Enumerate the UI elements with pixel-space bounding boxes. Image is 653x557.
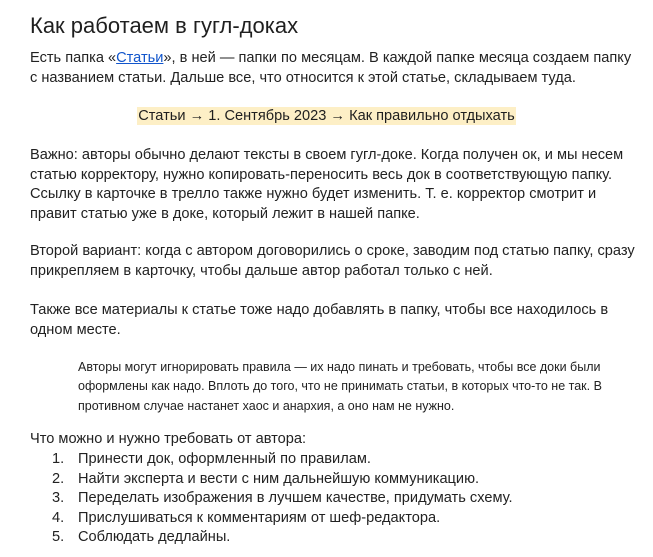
list-item-number: 2. (52, 470, 65, 487)
important-paragraph: Важно: авторы обычно делают тексты в своем гугл-доке. Когда получен ок, и мы несем статью корректору, нужно копировать-переносить весь док в соответствующую папку. Ссылку в карточке в трелло также нужно будет изменить. Т. е. корректор смотрит и правит статью уже в доке, который лежит в нашей папке. (30, 147, 624, 222)
list-item (30, 450, 513, 470)
page-title: Как работаем в гугл-доках (30, 13, 299, 38)
list-item-text: Соблюдать дедлайны. (78, 529, 231, 545)
list-item-text: Принести док, оформленный по правилам. (78, 451, 371, 467)
list-item-number: 4. (52, 509, 65, 526)
list-item-text: Прислушиваться к комментариям от шеф-редактора. (78, 509, 441, 526)
highlighted-path: Статьи → 1. Сентябрь 2023 → Как правильно отдыхать (138, 108, 515, 124)
list-item-number: 5. (52, 529, 65, 545)
intro-paragraph (30, 49, 635, 88)
rules-quote: Авторы могут игнорировать правила — их надо пинать и требовать, чтобы все доки были оформлены как надо. Вплоть до того, что не принимать статьи, в которых что-то не так. В противном случае настанет хаос и анархия, а оно нам не нужно. (78, 360, 602, 413)
list-item-number: 3. (52, 490, 65, 506)
list-item (30, 528, 513, 548)
requirements-list (30, 450, 513, 548)
materials-paragraph: Также все материалы к статье тоже надо добавлять в папку, чтобы все находилось в одном месте. (30, 302, 609, 338)
list-item (30, 509, 513, 529)
articles-folder-link[interactable]: Статьи (116, 50, 164, 66)
intro-text-before: Есть папка « (30, 50, 117, 66)
list-item-number: 1. (52, 451, 65, 467)
list-item (30, 470, 513, 490)
requirements-heading: Что можно и нужно требовать от автора: (30, 431, 307, 447)
folder-path-example (0, 107, 653, 126)
list-item-text: Переделать изображения в лучшем качестве, придумать схему. (78, 490, 513, 506)
intro-text-after: », в ней — папки по месяцам. В каждой папке месяца создаем папку с названием статьи. Дальше все, что относится к этой статье, складываем туда. (30, 50, 632, 86)
list-item (30, 489, 513, 509)
second-option-paragraph: Второй вариант: когда с автором договорились о сроке, заводим под статью папку, сразу прикрепляем в карточку, чтобы дальше автор работал только с ней. (30, 243, 635, 279)
list-item-text: Найти эксперта и вести с ним дальнейшую коммуникацию. (78, 470, 480, 487)
